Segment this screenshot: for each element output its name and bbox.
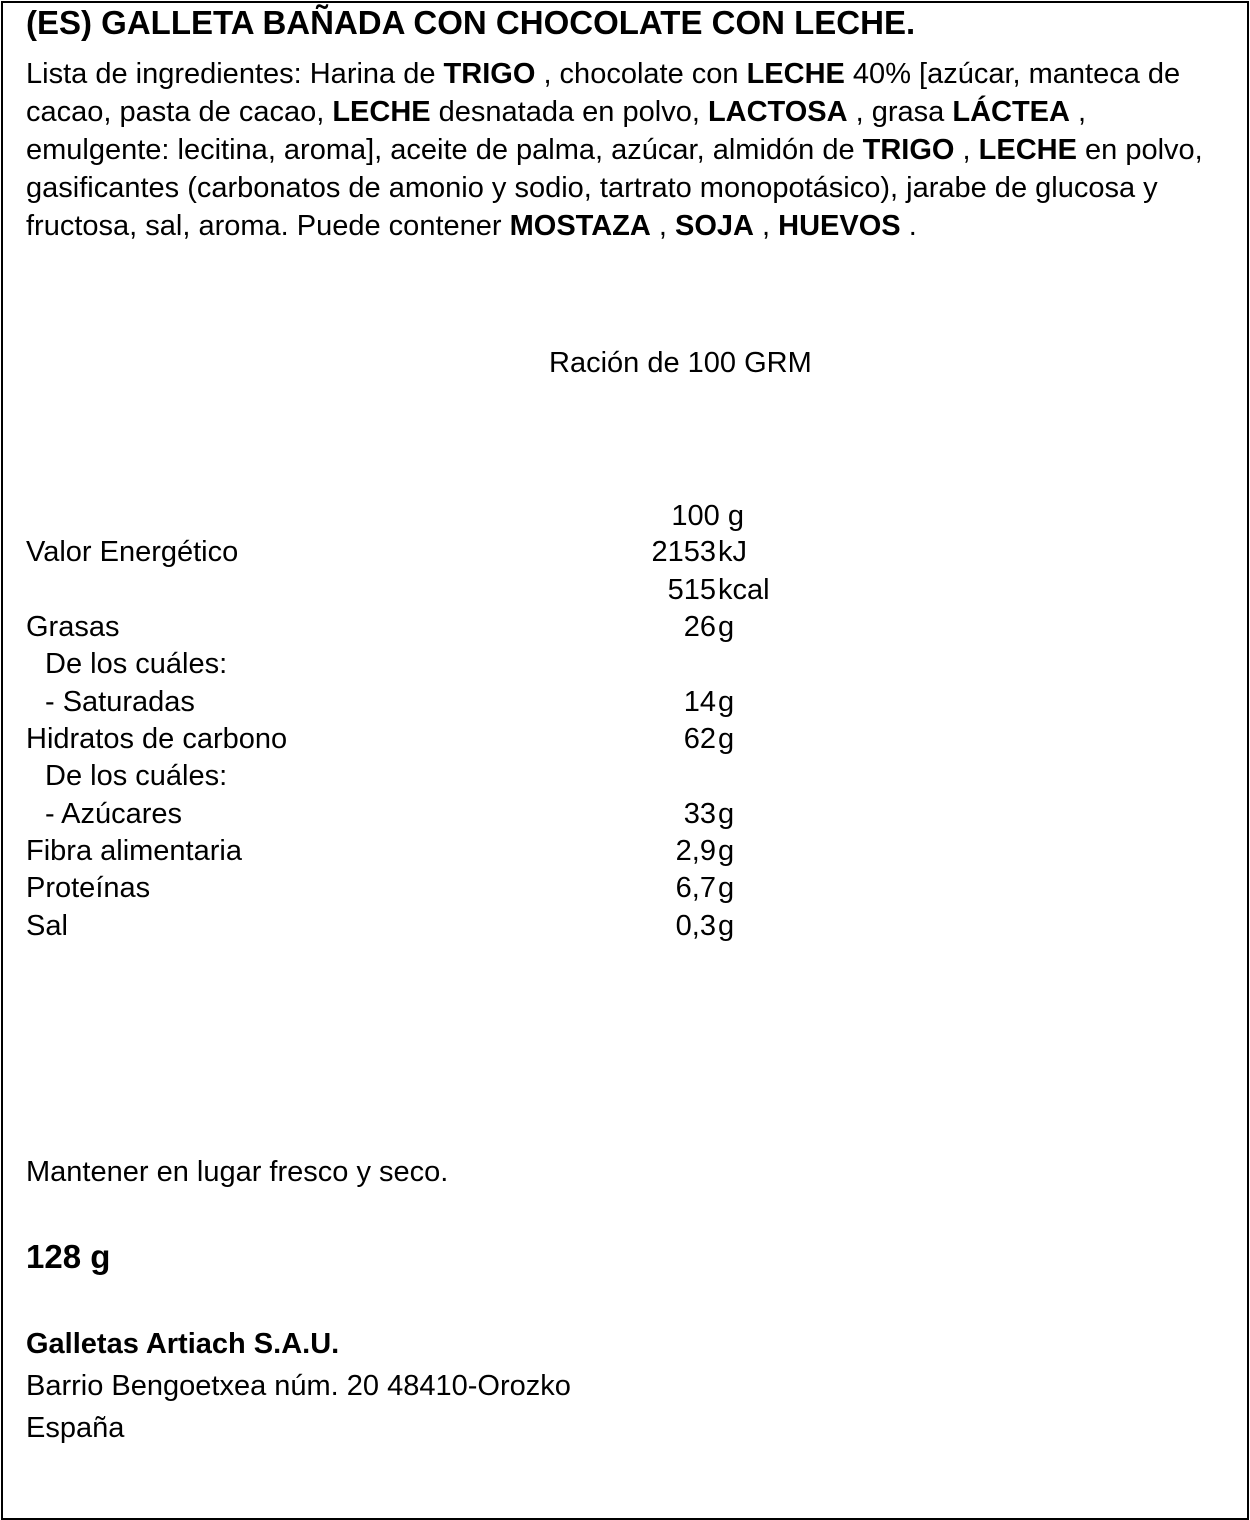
allergen-highlight: HUEVOS xyxy=(778,210,901,242)
allergen-highlight: TRIGO xyxy=(862,134,955,166)
sugars-label: - Azúcares xyxy=(45,798,182,830)
fat-sub-header: De los cuáles: xyxy=(45,648,228,680)
carbs-unit: g xyxy=(718,723,735,755)
column-header: 100 g xyxy=(671,500,744,532)
fiber-unit: g xyxy=(718,835,735,867)
manufacturer-address: Barrio Bengoetxea núm. 20 48410-Orozko xyxy=(26,1370,571,1402)
carbs-value: 62 xyxy=(683,723,716,755)
fat-label: Grasas xyxy=(26,611,120,643)
salt-value: 0,3 xyxy=(675,910,716,942)
ingredient-text: Lista de ingredientes: Harina de xyxy=(26,58,444,90)
carbs-label: Hidratos de carbono xyxy=(26,723,288,755)
ingredient-text: , xyxy=(650,210,676,242)
ingredient-text: , emulgente: lecitina, aroma], aceite de palma, azúcar, almidón de xyxy=(26,96,1087,166)
allergen-highlight: SOJA xyxy=(675,210,754,242)
manufacturer-name: Galletas Artiach S.A.U. xyxy=(26,1328,340,1360)
salt-unit: g xyxy=(718,910,735,942)
energy-kcal-unit: kcal xyxy=(718,574,770,606)
storage-instructions: Mantener en lugar fresco y seco. xyxy=(26,1156,449,1188)
protein-unit: g xyxy=(718,872,735,904)
ingredient-text: , chocolate con xyxy=(535,58,747,90)
saturated-label: - Saturadas xyxy=(45,686,195,718)
allergen-highlight: LACTOSA xyxy=(707,96,848,128)
allergen-highlight: LECHE xyxy=(746,58,845,90)
manufacturer-country: España xyxy=(26,1412,125,1444)
ingredient-text: desnatada en polvo, xyxy=(430,96,708,128)
ingredient-text: , grasa xyxy=(847,96,953,128)
energy-kj-unit: kJ xyxy=(718,536,747,568)
fiber-value: 2,9 xyxy=(675,835,716,867)
energy-kcal-value: 515 xyxy=(667,574,716,606)
serving-size: Ración de 100 GRM xyxy=(549,347,812,379)
sugars-value: 33 xyxy=(683,798,716,830)
fat-value: 26 xyxy=(683,611,716,643)
allergen-highlight: LÁCTEA xyxy=(952,96,1070,128)
protein-value: 6,7 xyxy=(675,872,716,904)
ingredient-text: , xyxy=(954,134,979,166)
ingredient-text: , xyxy=(754,210,779,242)
energy-kj-value: 2153 xyxy=(651,536,716,568)
protein-label: Proteínas xyxy=(26,872,151,904)
allergen-highlight: TRIGO xyxy=(443,58,536,90)
ingredient-text: 40% [azúcar, manteca de cacao, pasta de cacao, xyxy=(26,58,1181,128)
allergen-highlight: MOSTAZA xyxy=(509,210,651,242)
net-weight: 128 g xyxy=(26,1238,111,1275)
carbs-sub-header: De los cuáles: xyxy=(45,760,228,792)
saturated-unit: g xyxy=(718,686,735,718)
allergen-highlight: LECHE xyxy=(978,134,1077,166)
saturated-value: 14 xyxy=(683,686,716,718)
sugars-unit: g xyxy=(718,798,735,830)
salt-label: Sal xyxy=(26,910,68,942)
ingredient-text: en polvo, gasificantes (carbonatos de amonio y sodio, tartrato monopotásico), jarabe de glucosa y fructosa, sal, aroma. Puede contener xyxy=(26,134,1203,242)
allergen-highlight: LECHE xyxy=(332,96,431,128)
ingredient-text: . xyxy=(900,210,917,242)
ingredients-list xyxy=(26,55,1226,245)
fiber-label: Fibra alimentaria xyxy=(26,835,242,867)
energy-label: Valor Energético xyxy=(26,536,239,568)
product-title: (ES) GALLETA BAÑADA CON CHOCOLATE CON LECHE. xyxy=(26,4,916,41)
fat-unit: g xyxy=(718,611,735,643)
